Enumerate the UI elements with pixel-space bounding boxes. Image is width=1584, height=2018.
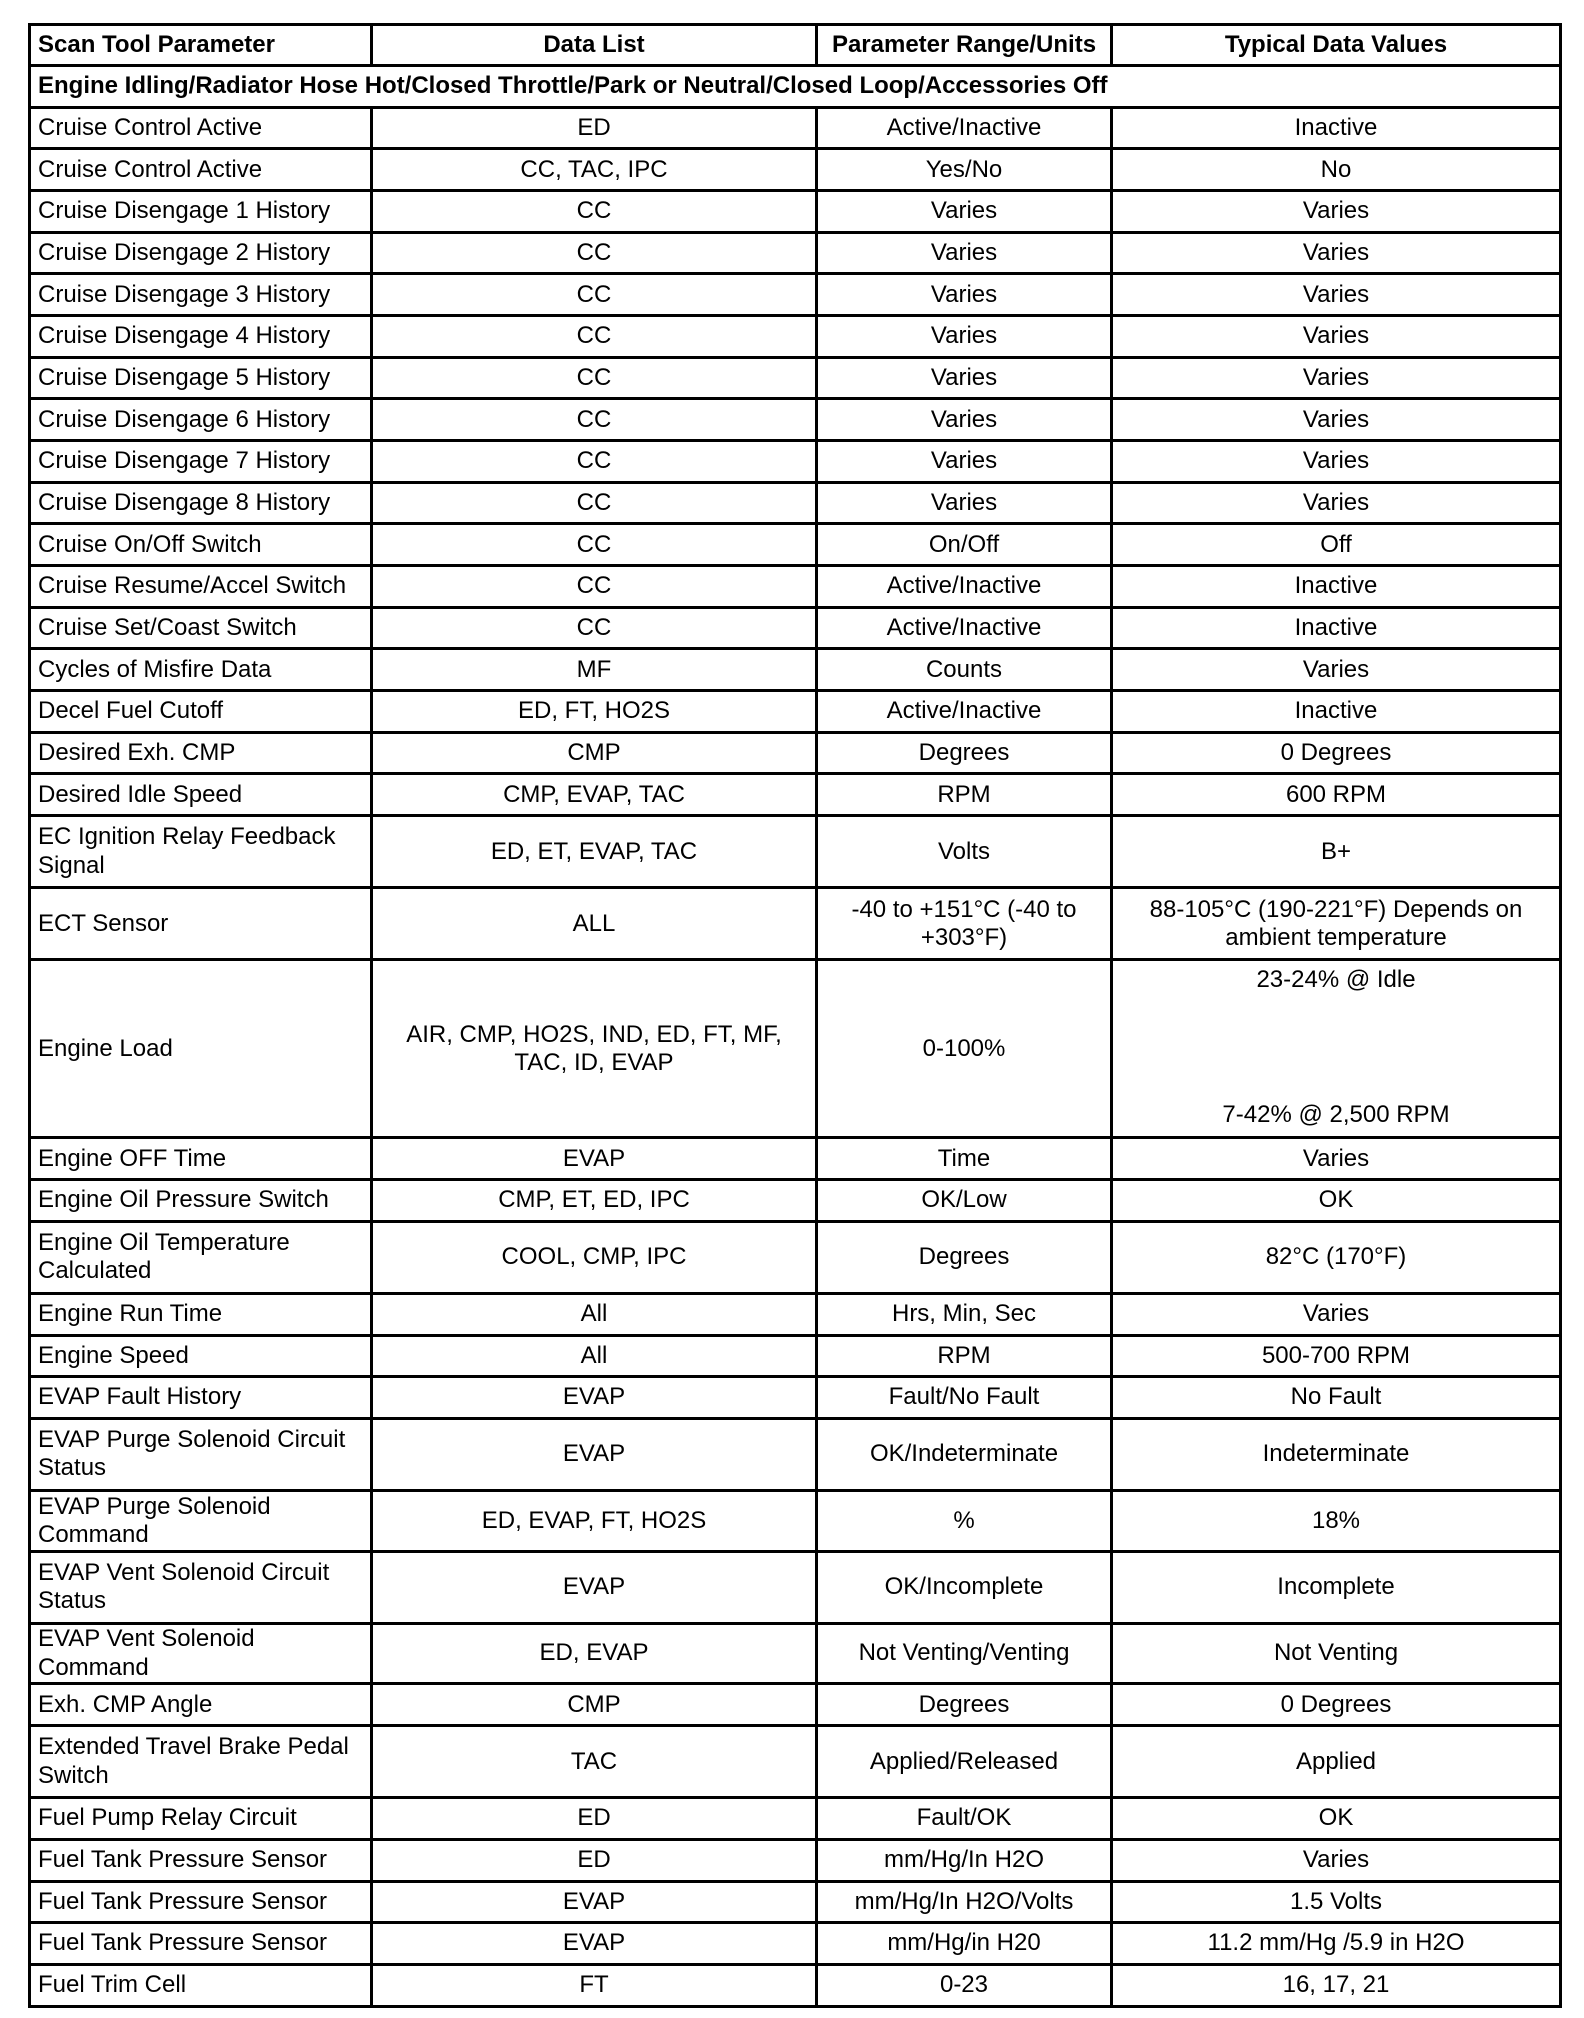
cell-parameter: Cruise Disengage 6 History <box>30 399 372 441</box>
table-row <box>30 1839 1561 1881</box>
table-row <box>30 1293 1561 1335</box>
header-typical-data-values: Typical Data Values <box>1112 25 1561 66</box>
table-row <box>30 232 1561 274</box>
cell-typical-value: 600 RPM <box>1112 774 1561 816</box>
cell-range-units: mm/Hg/in H20 <box>817 1923 1112 1965</box>
cell-data-list: CC <box>372 482 817 524</box>
cell-parameter: EC Ignition Relay Feedback Signal <box>30 816 372 888</box>
cell-parameter: Exh. CMP Angle <box>30 1684 372 1726</box>
cell-typical-value: 0 Degrees <box>1112 1684 1561 1726</box>
cell-typical-value: Varies <box>1112 274 1561 316</box>
section-row <box>30 66 1561 108</box>
cell-data-list: EVAP <box>372 1551 817 1623</box>
table-row <box>30 1684 1561 1726</box>
header-row <box>30 25 1561 66</box>
table-row <box>30 1923 1561 1965</box>
cell-data-list: EVAP <box>372 1418 817 1490</box>
cell-typical-value: Varies <box>1112 441 1561 483</box>
cell-typical-value: Indeterminate <box>1112 1418 1561 1490</box>
cell-data-list: MF <box>372 649 817 691</box>
cell-typical-value: No Fault <box>1112 1377 1561 1419</box>
cell-typical-value: OK <box>1112 1180 1561 1222</box>
table-row <box>30 774 1561 816</box>
cell-range-units: Active/Inactive <box>817 607 1112 649</box>
table-row <box>30 274 1561 316</box>
table-row <box>30 107 1561 149</box>
cell-data-list: COOL, CMP, IPC <box>372 1221 817 1293</box>
table-row <box>30 316 1561 358</box>
cell-typical-value: OK <box>1112 1798 1561 1840</box>
cell-range-units: Active/Inactive <box>817 566 1112 608</box>
cell-range-units: RPM <box>817 1335 1112 1377</box>
cell-range-units: RPM <box>817 774 1112 816</box>
section-title: Engine Idling/Radiator Hose Hot/Closed Throttle/Park or Neutral/Closed Loop/Accessories Off <box>30 66 1561 108</box>
cell-typical-value: Varies <box>1112 1293 1561 1335</box>
cell-data-list: CMP <box>372 732 817 774</box>
cell-parameter: Desired Idle Speed <box>30 774 372 816</box>
cell-data-list: All <box>372 1293 817 1335</box>
cell-typical-value: Inactive <box>1112 566 1561 608</box>
cell-typical-value: Not Venting <box>1112 1623 1561 1684</box>
cell-range-units: Counts <box>817 649 1112 691</box>
cell-data-list: EVAP <box>372 1138 817 1180</box>
cell-range-units: Time <box>817 1138 1112 1180</box>
cell-data-list: FT <box>372 1964 817 2006</box>
cell-range-units: mm/Hg/In H2O <box>817 1839 1112 1881</box>
cell-parameter: Cruise Control Active <box>30 107 372 149</box>
cell-parameter: Cruise On/Off Switch <box>30 524 372 566</box>
header-parameter-range-units: Parameter Range/Units <box>817 25 1112 66</box>
cell-data-list: CC <box>372 441 817 483</box>
table-row <box>30 1418 1561 1490</box>
table-row <box>30 399 1561 441</box>
table-row <box>30 1138 1561 1180</box>
cell-typical-value <box>1112 960 1561 1138</box>
cell-parameter: EVAP Purge Solenoid Command <box>30 1491 372 1552</box>
cell-range-units: Yes/No <box>817 149 1112 191</box>
cell-range-units: Not Venting/Venting <box>817 1623 1112 1684</box>
cell-parameter: Fuel Tank Pressure Sensor <box>30 1923 372 1965</box>
cell-parameter: EVAP Fault History <box>30 1377 372 1419</box>
cell-parameter: Cruise Control Active <box>30 149 372 191</box>
cell-range-units: Varies <box>817 441 1112 483</box>
cell-data-list: ALL <box>372 888 817 960</box>
cell-range-units: Degrees <box>817 1684 1112 1726</box>
cell-parameter: Cruise Disengage 2 History <box>30 232 372 274</box>
cell-typical-value: Inactive <box>1112 691 1561 733</box>
cell-typical-value: 0 Degrees <box>1112 732 1561 774</box>
cell-typical-value: Varies <box>1112 316 1561 358</box>
cell-data-list: CMP, ET, ED, IPC <box>372 1180 817 1222</box>
cell-typical-value: Varies <box>1112 232 1561 274</box>
cell-typical-value: Inactive <box>1112 107 1561 149</box>
cell-typical-value: B+ <box>1112 816 1561 888</box>
cell-parameter: Cruise Disengage 3 History <box>30 274 372 316</box>
cell-data-list: ED <box>372 1839 817 1881</box>
cell-parameter: EVAP Vent Solenoid Command <box>30 1623 372 1684</box>
cell-range-units: 0-23 <box>817 1964 1112 2006</box>
table-row <box>30 888 1561 960</box>
cell-data-list: AIR, CMP, HO2S, IND, ED, FT, MF, TAC, ID, EVAP <box>372 960 817 1138</box>
cell-range-units: Fault/OK <box>817 1798 1112 1840</box>
cell-typical-value: Varies <box>1112 399 1561 441</box>
table-row <box>30 524 1561 566</box>
cell-typical-value: 16, 17, 21 <box>1112 1964 1561 2006</box>
typical-value-2500rpm: 7-42% @ 2,500 RPM <box>1222 1100 1450 1128</box>
cell-data-list: CC <box>372 316 817 358</box>
header-scan-tool-parameter: Scan Tool Parameter <box>30 25 372 66</box>
table-row <box>30 566 1561 608</box>
table-row <box>30 960 1561 1138</box>
table-row <box>30 1726 1561 1798</box>
cell-typical-value: Off <box>1112 524 1561 566</box>
table-row <box>30 1377 1561 1419</box>
cell-data-list: CC <box>372 357 817 399</box>
cell-range-units: Varies <box>817 482 1112 524</box>
cell-data-list: CC <box>372 399 817 441</box>
cell-range-units: Degrees <box>817 1221 1112 1293</box>
cell-parameter: Cruise Resume/Accel Switch <box>30 566 372 608</box>
cell-typical-value: 1.5 Volts <box>1112 1881 1561 1923</box>
cell-typical-value: 88-105°C (190-221°F) Depends on ambient temperature <box>1112 888 1561 960</box>
cell-parameter: Engine Oil Pressure Switch <box>30 1180 372 1222</box>
cell-range-units: Volts <box>817 816 1112 888</box>
table-row <box>30 607 1561 649</box>
cell-range-units: Varies <box>817 232 1112 274</box>
cell-range-units: OK/Low <box>817 1180 1112 1222</box>
cell-data-list: ED, FT, HO2S <box>372 691 817 733</box>
cell-parameter: Fuel Trim Cell <box>30 1964 372 2006</box>
cell-typical-value: Varies <box>1112 482 1561 524</box>
cell-parameter: EVAP Purge Solenoid Circuit Status <box>30 1418 372 1490</box>
cell-typical-value: Varies <box>1112 357 1561 399</box>
cell-range-units: Hrs, Min, Sec <box>817 1293 1112 1335</box>
cell-parameter: Cruise Disengage 5 History <box>30 357 372 399</box>
cell-range-units: OK/Indeterminate <box>817 1418 1112 1490</box>
cell-parameter: Fuel Tank Pressure Sensor <box>30 1881 372 1923</box>
cell-parameter: Engine Oil Temperature Calculated <box>30 1221 372 1293</box>
cell-range-units: mm/Hg/In H2O/Volts <box>817 1881 1112 1923</box>
cell-data-list: CMP <box>372 1684 817 1726</box>
cell-range-units: Varies <box>817 191 1112 233</box>
cell-data-list: CC <box>372 191 817 233</box>
cell-data-list: EVAP <box>372 1377 817 1419</box>
table-row <box>30 441 1561 483</box>
cell-parameter: Decel Fuel Cutoff <box>30 691 372 733</box>
table-row <box>30 482 1561 524</box>
table-row <box>30 1623 1561 1684</box>
cell-data-list: CC <box>372 524 817 566</box>
cell-typical-value: Varies <box>1112 1138 1561 1180</box>
cell-data-list: ED, EVAP, FT, HO2S <box>372 1491 817 1552</box>
cell-range-units: Applied/Released <box>817 1726 1112 1798</box>
cell-parameter: Engine OFF Time <box>30 1138 372 1180</box>
cell-data-list: ED <box>372 107 817 149</box>
cell-range-units: % <box>817 1491 1112 1552</box>
cell-parameter: Engine Load <box>30 960 372 1138</box>
cell-parameter: EVAP Vent Solenoid Circuit Status <box>30 1551 372 1623</box>
cell-typical-value: Incomplete <box>1112 1551 1561 1623</box>
cell-data-list: CC <box>372 566 817 608</box>
cell-parameter: Engine Speed <box>30 1335 372 1377</box>
typical-value-idle: 23-24% @ Idle <box>1256 965 1416 993</box>
cell-data-list: CC <box>372 274 817 316</box>
cell-typical-value: 11.2 mm/Hg /5.9 in H2O <box>1112 1923 1561 1965</box>
table-row <box>30 1180 1561 1222</box>
cell-typical-value: No <box>1112 149 1561 191</box>
cell-parameter: Fuel Tank Pressure Sensor <box>30 1839 372 1881</box>
cell-typical-value: Inactive <box>1112 607 1561 649</box>
cell-range-units: Varies <box>817 274 1112 316</box>
table-row <box>30 1798 1561 1840</box>
cell-data-list: ED, ET, EVAP, TAC <box>372 816 817 888</box>
cell-range-units: Varies <box>817 399 1112 441</box>
table-row <box>30 357 1561 399</box>
cell-range-units: Active/Inactive <box>817 691 1112 733</box>
cell-range-units: Active/Inactive <box>817 107 1112 149</box>
cell-parameter: ECT Sensor <box>30 888 372 960</box>
cell-parameter: Engine Run Time <box>30 1293 372 1335</box>
table-row <box>30 1551 1561 1623</box>
cell-range-units: Varies <box>817 316 1112 358</box>
cell-parameter: Cruise Disengage 7 History <box>30 441 372 483</box>
cell-range-units: On/Off <box>817 524 1112 566</box>
table-row <box>30 1491 1561 1552</box>
cell-typical-value: 82°C (170°F) <box>1112 1221 1561 1293</box>
cell-data-list: CMP, EVAP, TAC <box>372 774 817 816</box>
cell-data-list: TAC <box>372 1726 817 1798</box>
cell-typical-value: 18% <box>1112 1491 1561 1552</box>
cell-parameter: Cruise Disengage 1 History <box>30 191 372 233</box>
cell-data-list: EVAP <box>372 1881 817 1923</box>
cell-parameter: Cruise Disengage 4 History <box>30 316 372 358</box>
cell-parameter: Desired Exh. CMP <box>30 732 372 774</box>
cell-range-units: OK/Incomplete <box>817 1551 1112 1623</box>
cell-parameter: Cruise Disengage 8 History <box>30 482 372 524</box>
cell-data-list: CC <box>372 607 817 649</box>
table-row <box>30 816 1561 888</box>
cell-typical-value: 500-700 RPM <box>1112 1335 1561 1377</box>
table-row <box>30 149 1561 191</box>
cell-data-list: CC <box>372 232 817 274</box>
table-row <box>30 1881 1561 1923</box>
scan-tool-data-table <box>28 23 1562 2008</box>
table-row <box>30 649 1561 691</box>
cell-typical-value: Varies <box>1112 649 1561 691</box>
cell-typical-value: Applied <box>1112 1726 1561 1798</box>
table-row <box>30 1964 1561 2006</box>
cell-data-list: ED <box>372 1798 817 1840</box>
cell-range-units: Fault/No Fault <box>817 1377 1112 1419</box>
cell-range-units: 0-100% <box>817 960 1112 1138</box>
cell-parameter: Extended Travel Brake Pedal Switch <box>30 1726 372 1798</box>
cell-typical-value: Varies <box>1112 1839 1561 1881</box>
cell-parameter: Cycles of Misfire Data <box>30 649 372 691</box>
cell-data-list: All <box>372 1335 817 1377</box>
cell-data-list: EVAP <box>372 1923 817 1965</box>
cell-data-list: CC, TAC, IPC <box>372 149 817 191</box>
table-row <box>30 1221 1561 1293</box>
table-row <box>30 1335 1561 1377</box>
table-body <box>30 66 1561 2007</box>
cell-parameter: Fuel Pump Relay Circuit <box>30 1798 372 1840</box>
header-data-list: Data List <box>372 25 817 66</box>
cell-range-units: -40 to +151°C (-40 to +303°F) <box>817 888 1112 960</box>
cell-range-units: Degrees <box>817 732 1112 774</box>
cell-range-units: Varies <box>817 357 1112 399</box>
table-row <box>30 691 1561 733</box>
cell-data-list: ED, EVAP <box>372 1623 817 1684</box>
table-row <box>30 732 1561 774</box>
cell-typical-value: Varies <box>1112 191 1561 233</box>
table-row <box>30 191 1561 233</box>
cell-parameter: Cruise Set/Coast Switch <box>30 607 372 649</box>
